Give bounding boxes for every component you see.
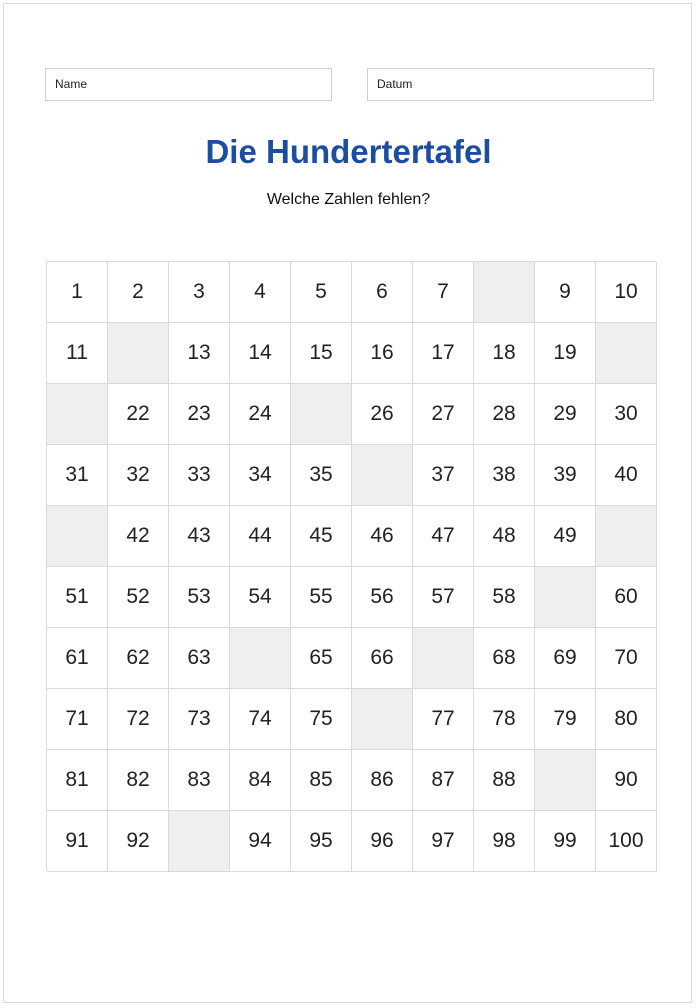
- number-cell: 70: [596, 628, 657, 689]
- number-cell: 40: [596, 445, 657, 506]
- number-cell: 24: [230, 384, 291, 445]
- number-cell: 52: [108, 567, 169, 628]
- number-cell: 86: [352, 750, 413, 811]
- missing-number-cell[interactable]: [47, 384, 108, 445]
- number-cell: 58: [474, 567, 535, 628]
- missing-number-cell[interactable]: [108, 323, 169, 384]
- number-cell: 16: [352, 323, 413, 384]
- date-field[interactable]: [367, 68, 654, 101]
- number-cell: 29: [535, 384, 596, 445]
- number-cell: 63: [169, 628, 230, 689]
- number-cell: 99: [535, 811, 596, 872]
- number-cell: 46: [352, 506, 413, 567]
- number-cell: 60: [596, 567, 657, 628]
- number-cell: 98: [474, 811, 535, 872]
- number-cell: 62: [108, 628, 169, 689]
- number-cell: 100: [596, 811, 657, 872]
- number-cell: 87: [413, 750, 474, 811]
- number-cell: 33: [169, 445, 230, 506]
- missing-number-cell[interactable]: [535, 750, 596, 811]
- number-cell: 35: [291, 445, 352, 506]
- missing-number-cell[interactable]: [474, 262, 535, 323]
- number-cell: 92: [108, 811, 169, 872]
- missing-number-cell[interactable]: [352, 445, 413, 506]
- number-cell: 53: [169, 567, 230, 628]
- missing-number-cell[interactable]: [596, 506, 657, 567]
- number-cell: 9: [535, 262, 596, 323]
- name-field[interactable]: [45, 68, 332, 101]
- name-label: Name: [55, 77, 88, 91]
- number-cell: 43: [169, 506, 230, 567]
- number-cell: 95: [291, 811, 352, 872]
- number-cell: 34: [230, 445, 291, 506]
- number-cell: 51: [47, 567, 108, 628]
- number-cell: 27: [413, 384, 474, 445]
- number-cell: 74: [230, 689, 291, 750]
- number-cell: 75: [291, 689, 352, 750]
- number-cell: 13: [169, 323, 230, 384]
- number-cell: 22: [108, 384, 169, 445]
- number-cell: 4: [230, 262, 291, 323]
- missing-number-cell[interactable]: [352, 689, 413, 750]
- number-cell: 82: [108, 750, 169, 811]
- number-cell: 83: [169, 750, 230, 811]
- missing-number-cell[interactable]: [169, 811, 230, 872]
- number-cell: 65: [291, 628, 352, 689]
- number-cell: 49: [535, 506, 596, 567]
- number-cell: 61: [47, 628, 108, 689]
- number-cell: 10: [596, 262, 657, 323]
- missing-number-cell[interactable]: [291, 384, 352, 445]
- number-cell: 48: [474, 506, 535, 567]
- number-cell: 5: [291, 262, 352, 323]
- number-cell: 80: [596, 689, 657, 750]
- page-subtitle: Welche Zahlen fehlen?: [266, 191, 431, 208]
- number-cell: 73: [169, 689, 230, 750]
- number-cell: 72: [108, 689, 169, 750]
- number-cell: 47: [413, 506, 474, 567]
- number-cell: 84: [230, 750, 291, 811]
- number-cell: 15: [291, 323, 352, 384]
- number-cell: 23: [169, 384, 230, 445]
- number-cell: 85: [291, 750, 352, 811]
- number-cell: 1: [47, 262, 108, 323]
- number-cell: 66: [352, 628, 413, 689]
- number-cell: 55: [291, 567, 352, 628]
- number-cell: 69: [535, 628, 596, 689]
- number-cell: 26: [352, 384, 413, 445]
- missing-number-cell[interactable]: [596, 323, 657, 384]
- number-cell: 91: [47, 811, 108, 872]
- number-cell: 54: [230, 567, 291, 628]
- number-cell: 17: [413, 323, 474, 384]
- number-cell: 88: [474, 750, 535, 811]
- missing-number-cell[interactable]: [413, 628, 474, 689]
- number-cell: 81: [47, 750, 108, 811]
- missing-number-cell[interactable]: [535, 567, 596, 628]
- number-cell: 68: [474, 628, 535, 689]
- number-cell: 77: [413, 689, 474, 750]
- number-cell: 96: [352, 811, 413, 872]
- number-cell: 90: [596, 750, 657, 811]
- number-cell: 3: [169, 262, 230, 323]
- number-cell: 2: [108, 262, 169, 323]
- number-cell: 19: [535, 323, 596, 384]
- missing-number-cell[interactable]: [230, 628, 291, 689]
- number-cell: 30: [596, 384, 657, 445]
- number-cell: 56: [352, 567, 413, 628]
- number-cell: 39: [535, 445, 596, 506]
- number-cell: 42: [108, 506, 169, 567]
- number-cell: 14: [230, 323, 291, 384]
- number-cell: 28: [474, 384, 535, 445]
- number-cell: 31: [47, 445, 108, 506]
- number-cell: 78: [474, 689, 535, 750]
- hundred-table: [46, 261, 656, 871]
- number-cell: 57: [413, 567, 474, 628]
- number-cell: 97: [413, 811, 474, 872]
- number-cell: 44: [230, 506, 291, 567]
- number-cell: 18: [474, 323, 535, 384]
- number-cell: 6: [352, 262, 413, 323]
- number-cell: 79: [535, 689, 596, 750]
- date-label: Datum: [377, 77, 413, 91]
- missing-number-cell[interactable]: [47, 506, 108, 567]
- number-cell: 7: [413, 262, 474, 323]
- number-cell: 37: [413, 445, 474, 506]
- number-cell: 32: [108, 445, 169, 506]
- number-cell: 38: [474, 445, 535, 506]
- number-cell: 71: [47, 689, 108, 750]
- number-cell: 94: [230, 811, 291, 872]
- number-cell: 45: [291, 506, 352, 567]
- number-cell: 11: [47, 323, 108, 384]
- page-title: Die Hundertertafel: [205, 133, 492, 170]
